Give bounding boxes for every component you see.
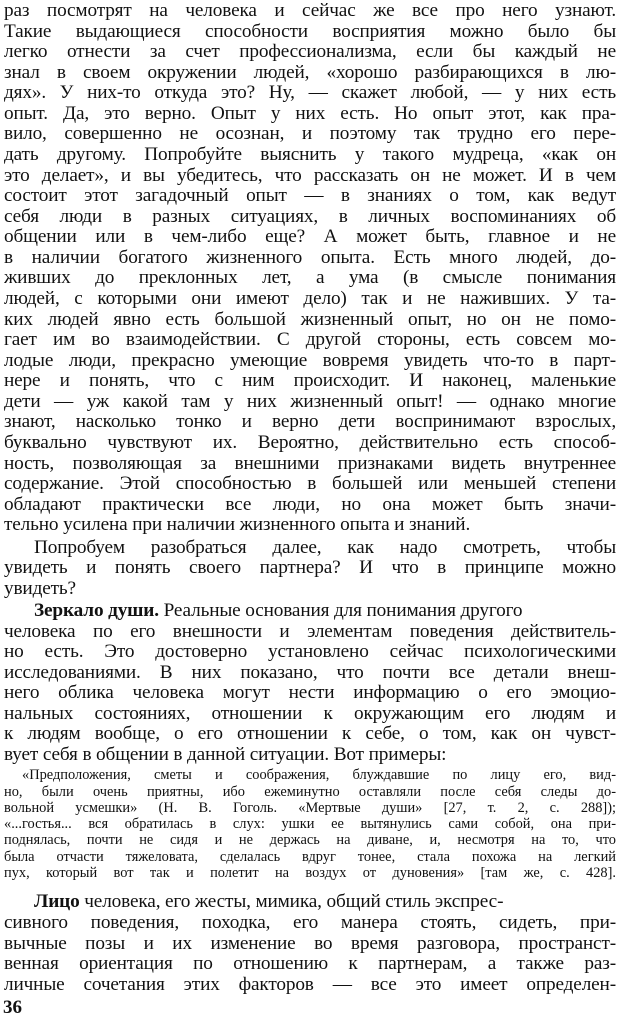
page-number: 36	[3, 997, 22, 1018]
text-line: состоит этот загадочный опыт — в знаниях о том, как ведут	[4, 185, 616, 207]
text-line: нальных состояниях, отношении к окружающим его людям и	[4, 702, 616, 724]
text-line: живших до преклонных лет, а ума (в смысле понимания	[4, 267, 616, 289]
section-heading: Зеркало души.	[34, 600, 159, 621]
text-line: вует себя в общении в данной ситуации. Вот примеры:	[4, 744, 447, 765]
text-line: но есть. Это достоверно установлено сейчас психологическими	[4, 641, 616, 663]
text-line: дети — уж какой там у них жизненный опыт! — однако многие	[4, 390, 616, 412]
text-line: общении или в чем-либо еще? А может быть, главное и не	[4, 226, 616, 248]
text-line: знают, насколько тонко и верно дети воспринимают взрослых,	[4, 411, 616, 433]
text-line: знал в своем окружении людей, «хорошо разбирающихся в лю-	[4, 61, 616, 83]
text-line: увидеть?	[4, 577, 76, 599]
text-line: ность, позволяющая за внешними признаками видеть внутреннее	[4, 452, 616, 474]
text-line: исследованиями. В них показано, что почти все детали внеш-	[4, 661, 616, 683]
text-line: человека по его внешности и элементам поведения действитель-	[4, 620, 616, 642]
text-line: Лицо человека, его жесты, мимика, общий стиль экспрес-	[34, 891, 504, 913]
text-line: в наличии богатого жизненного опыта. Есть много людей, до-	[4, 246, 616, 268]
text-line: Попробуем разобраться далее, как надо смотреть, чтобы	[34, 536, 616, 558]
text-line: лодые люди, прекрасно умеющие вовремя увидеть что-то в парт-	[4, 349, 616, 371]
text-line: дать другому. Попробуйте выяснить у такого мудреца, «как он	[4, 144, 616, 165]
text-line: людей, с которыми они имеют дело) так и не наживших. У та-	[4, 288, 616, 309]
quote-line: но, были очень приятны, ибо ежеминутно оставляли после себя следы до-	[4, 783, 616, 800]
text-line: сивного поведения, походка, его манера стоять, сидеть, при-	[4, 912, 616, 933]
text-line: него облика человека могут нести информацию о его эмоцио-	[4, 682, 616, 704]
text-line: обладают практически все люди, но она может быть значи-	[4, 493, 616, 515]
text-line: вычные позы и их изменение во время разговора, пространст-	[4, 932, 616, 954]
text-line: увидеть и понять своего партнера? И что в принципе можно	[4, 557, 616, 579]
quote-line: поднялась, почти не сидя и не держась на диване, и, несмотря на то, что	[4, 832, 616, 849]
text-line: это делает», и вы убедитесь, что рассказать он не может. И в чем	[4, 164, 616, 186]
text-line: тельно усилена при наличии жизненного опыта и знаний.	[4, 514, 471, 536]
quote-line: «Предположения, сметы и соображения, блуждавшие по лицу его, вид-	[22, 767, 616, 784]
text-line: гает им во взаимодействии. С другой стороны, есть совсем мо-	[4, 329, 616, 351]
text-line: личные сочетания этих факторов — все это имеет определен-	[4, 973, 616, 995]
quote-line: «...гостья... вся обратилась в слух: ушки ее вытянулись сами собой, она при-	[4, 816, 616, 833]
text-line: содержание. Этой способностью в большей или меньшей степени	[4, 473, 616, 495]
text-line: себя люди в разных ситуациях, в личных воспоминаниях об	[4, 205, 616, 227]
text-line: легко отнести за счет профессионализма, если бы каждый не	[4, 41, 616, 63]
text-line: к людям вообще, о его отношении к себе, о том, как он чувст-	[4, 723, 616, 745]
text-line: опыт. Да, это верно. Опыт у них есть. Но опыт этот, как пра-	[4, 102, 616, 124]
quote-line: пух, который вот так и полетит на воздух от дуновения» [там же, с. 428].	[4, 865, 616, 881]
text-line: вило, совершенно не осознан, и поэтому так трудно его пере-	[4, 123, 616, 145]
text-line: Зеркало души. Реальные основания для понимания другого	[34, 600, 523, 621]
text-line: нере и понять, что с ним происходит. И наконец, маленькие	[4, 370, 616, 392]
text-line: Такие выдающиеся способности восприятия можно было бы	[4, 20, 616, 42]
quote-line: была отчасти тяжеловата, сделалась вдруг тонее, стала похожа на легкий	[4, 848, 616, 865]
text-line: дях». У них-то откуда это? Ну, — скажет любой, — у них есть	[4, 82, 616, 104]
text-line: буквально чувствуют их. Вероятно, действительно есть способ-	[4, 432, 616, 453]
emphasis-word: Лицо	[34, 891, 80, 913]
text-line: венная ориентация по отношению к партнерам, а также раз-	[4, 953, 616, 975]
quote-line: вольной усмешки» (Н. В. Гоголь. «Мертвые души» [27, т. 2, с. 288]);	[4, 799, 616, 816]
text-line: ких людей явно есть большой жизненный опыт, но он не помо-	[4, 308, 616, 330]
text-line: раз посмотрят на человека и сейчас же все про него узнают.	[4, 0, 616, 21]
